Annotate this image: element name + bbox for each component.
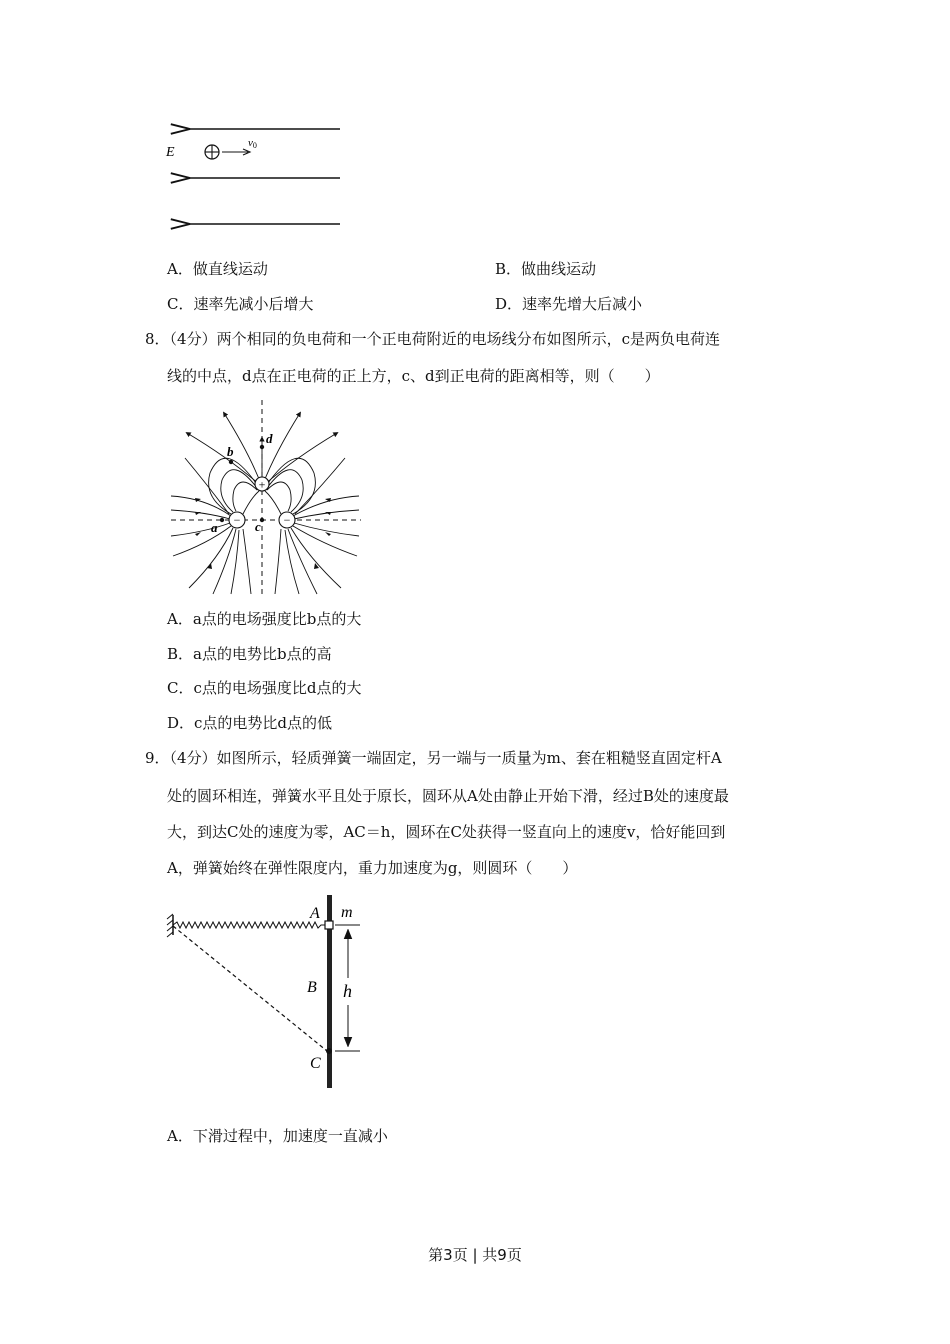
label-c: c (255, 519, 261, 534)
q7-option-b: B．做曲线运动 (495, 260, 597, 278)
positive-charge-icon (205, 145, 219, 159)
point-C (326, 1048, 332, 1054)
label-B: B (307, 979, 317, 996)
label-v0: v0 (248, 137, 257, 150)
negative-charge-right-icon (279, 512, 295, 528)
q7-field-figure (160, 115, 360, 240)
q8-stem-line-2: 线的中点，d点在正电荷的正上方，c、d到正电荷的距离相等，则（ ） (167, 367, 660, 385)
q9-stem-line-4: A，弹簧始终在弹性限度内，重力加速度为g，则圆环（ ） (167, 859, 578, 877)
label-A: A (310, 905, 320, 922)
label-m: m (341, 904, 353, 921)
label-E: E (166, 145, 175, 160)
label-C: C (310, 1055, 321, 1072)
q7-option-a: A．做直线运动 (167, 260, 268, 278)
point-a (220, 518, 224, 522)
q8-field-lines-figure (165, 398, 365, 596)
svg-text:−: − (233, 513, 241, 527)
svg-text:+: + (258, 477, 266, 492)
q8-option-b: B．a点的电势比b点的高 (167, 645, 332, 663)
point-b (229, 460, 233, 464)
q9-stem-line-2: 处的圆环相连，弹簧水平且处于原长，圆环从A处由静止开始下滑，经过B处的速度最 (167, 787, 729, 805)
label-h: h (343, 981, 352, 1001)
q8-stem-line-1: 8．（4分）两个相同的负电荷和一个正电荷附近的电场线分布如图所示，c是两负电荷连 (145, 330, 720, 348)
spring (173, 922, 325, 928)
q9-stem-line-1: 9．（4分）如图所示，轻质弹簧一端固定，另一端与一质量为m、套在粗糙竖直固定杆A (145, 749, 722, 767)
label-b: b (227, 444, 234, 459)
q7-option-d: D．速率先增大后减小 (495, 295, 643, 313)
point-d (260, 445, 264, 449)
label-a: a (211, 520, 218, 535)
ring-at-A (325, 921, 333, 929)
svg-text:−: − (283, 513, 291, 527)
page-footer: 第3页 | 共9页 (428, 1246, 522, 1264)
q8-option-a: A．a点的电场强度比b点的大 (167, 610, 362, 628)
negative-charge-left-icon (229, 512, 245, 528)
q9-option-a: A．下滑过程中，加速度一直减小 (167, 1127, 388, 1145)
q9-spring-ring-figure (165, 893, 370, 1093)
q9-stem-line-3: 大，到达C处的速度为零，AC＝h，圆环在C处获得一竖直向上的速度v，恰好能回到 (167, 823, 726, 841)
q7-option-c: C．速率先减小后增大 (167, 295, 314, 313)
q8-option-d: D．c点的电势比d点的低 (167, 714, 333, 732)
q8-option-c: C．c点的电场强度比d点的大 (167, 679, 362, 697)
positive-charge-icon (255, 477, 269, 492)
label-d: d (266, 431, 273, 446)
